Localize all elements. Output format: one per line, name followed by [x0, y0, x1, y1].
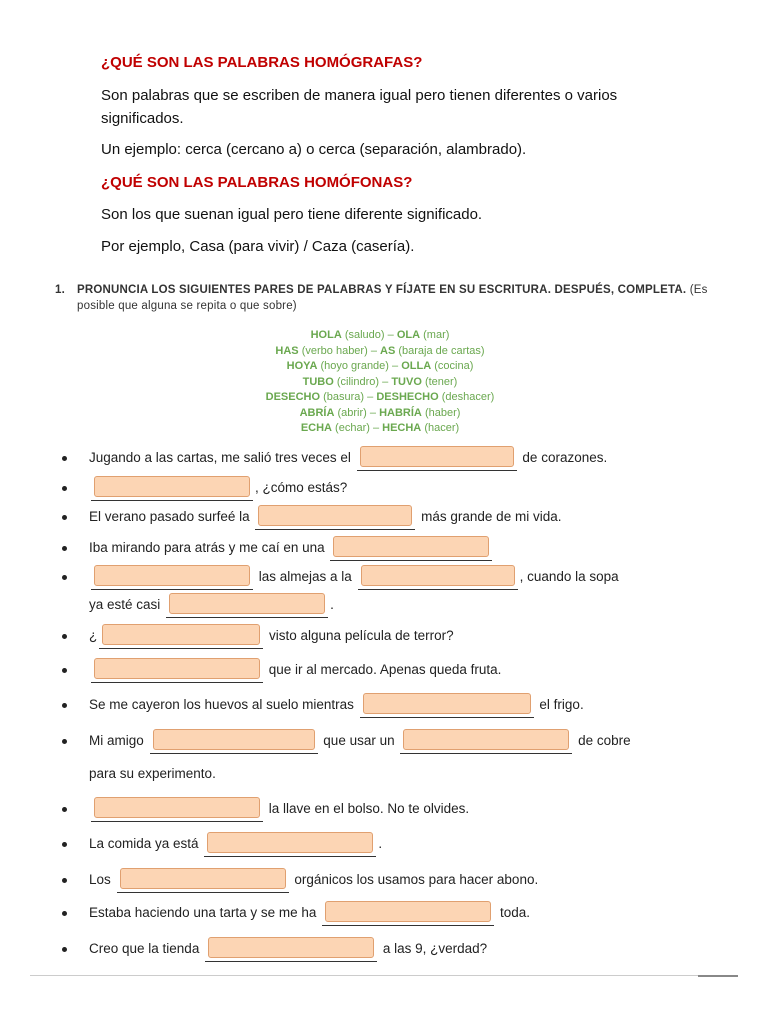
- bullet: [62, 515, 67, 520]
- meaning: (haber): [424, 406, 461, 419]
- word-pair: [180, 421, 580, 437]
- bullet: [62, 486, 67, 491]
- sentence-text: para su experimento.: [89, 766, 216, 781]
- answer-blank[interactable]: [255, 505, 415, 530]
- word-pair: [180, 375, 580, 391]
- answer-field[interactable]: [361, 565, 515, 586]
- sentence-9-cont: [62, 762, 722, 786]
- answer-blank[interactable]: [400, 729, 572, 754]
- dash: –: [369, 406, 377, 419]
- dash: –: [392, 360, 399, 372]
- answer-field[interactable]: [333, 536, 489, 557]
- definition-homofonas: Son los que suenan igual pero tiene diferente significado.: [101, 206, 483, 223]
- bullet: [62, 807, 67, 812]
- word: HECHA: [382, 422, 422, 434]
- sentence-4: [62, 536, 722, 560]
- dash: –: [372, 422, 380, 434]
- exercise-instructions: [55, 282, 725, 314]
- sentence-text: que ir al mercado. Apenas queda fruta.: [268, 662, 502, 678]
- bullet: [62, 878, 67, 883]
- bullet: [62, 947, 67, 952]
- sentence-text: a las 9, ¿verdad?: [382, 941, 488, 957]
- answer-blank[interactable]: [91, 797, 263, 822]
- answer-blank[interactable]: [150, 729, 318, 754]
- bullet: [62, 703, 67, 708]
- sentence-text: la llave en el bolso. No te olvides.: [268, 801, 470, 817]
- sentence-text: orgánicos los usamos para hacer abono.: [294, 872, 539, 888]
- meaning: (mar): [423, 329, 450, 341]
- bullet: [62, 456, 67, 461]
- answer-blank[interactable]: [330, 536, 492, 561]
- sentence-text: Creo que la tienda: [89, 941, 200, 957]
- answer-blank[interactable]: [358, 565, 518, 590]
- sentence-text: que usar un: [323, 733, 395, 749]
- word: OLA: [396, 329, 421, 341]
- answer-blank[interactable]: [117, 868, 289, 893]
- dash: –: [382, 375, 389, 388]
- word: TUBO: [302, 375, 334, 388]
- meaning: (cilindro): [336, 375, 380, 388]
- answer-blank[interactable]: [91, 565, 253, 590]
- answer-field[interactable]: [153, 729, 315, 750]
- meaning: (abrir): [337, 406, 367, 419]
- answer-field[interactable]: [94, 658, 260, 679]
- sentence-text: el frigo.: [539, 697, 584, 713]
- word: HOYA: [286, 360, 318, 372]
- answer-blank[interactable]: [91, 658, 263, 683]
- sentence-text: , cuando la sopa: [519, 569, 619, 585]
- sentence-text: de corazones.: [522, 450, 608, 466]
- answer-blank[interactable]: [91, 476, 253, 501]
- meaning: (hacer): [424, 422, 460, 434]
- meaning: (verbo haber): [301, 344, 368, 357]
- bullet: [62, 911, 67, 916]
- page-edge-mark: [698, 975, 738, 977]
- word: TUVO: [391, 375, 422, 388]
- exercise-title: PRONUNCIA LOS SIGUIENTES PARES DE PALABRAS Y FÍJATE EN SU ESCRITURA. DESPUÉS, COMPLETA.: [77, 284, 687, 296]
- sentence-text: La comida ya está: [89, 836, 199, 852]
- exercise-number: 1.: [55, 284, 65, 296]
- word-pairs-list: [180, 328, 580, 437]
- sentence-text: ya esté casi: [89, 597, 161, 613]
- sentence-3: [62, 505, 722, 529]
- sentence-text: Estaba haciendo una tarta y se me ha: [89, 905, 317, 921]
- sentence-text: de cobre: [578, 733, 631, 749]
- word: OLLA: [401, 360, 432, 372]
- sentence-text: ¿: [89, 628, 98, 644]
- answer-blank[interactable]: [360, 693, 534, 718]
- word: DESHECHO: [376, 391, 439, 403]
- sentence-7: [62, 658, 722, 682]
- example-homografas: Un ejemplo: cerca (cercano a) o cerca (separación, alambrado).: [101, 141, 527, 158]
- sentence-13: [62, 901, 722, 925]
- answer-field[interactable]: [403, 729, 569, 750]
- sentence-text: Jugando a las cartas, me salió tres veces el: [89, 450, 351, 466]
- sentence-text: visto alguna película de terror?: [269, 628, 454, 644]
- word: DESECHO: [265, 391, 321, 403]
- word: ECHA: [300, 422, 332, 434]
- answer-blank[interactable]: [204, 832, 376, 857]
- word-pair: [180, 344, 580, 360]
- answer-field[interactable]: [94, 565, 250, 586]
- example-homofonas: Por ejemplo, Casa (para vivir) / Caza (casería).: [101, 238, 415, 255]
- sentence-5-cont: [62, 593, 722, 617]
- sentence-text: , ¿cómo estás?: [255, 480, 348, 496]
- sentence-1: [62, 446, 722, 470]
- answer-field[interactable]: [207, 832, 373, 853]
- answer-blank[interactable]: [357, 446, 517, 471]
- bullet: [62, 668, 67, 673]
- heading-homofonas: ¿QUÉ SON LAS PALABRAS HOMÓFONAS?: [101, 174, 413, 191]
- answer-blank[interactable]: [205, 937, 377, 962]
- meaning: (echar): [335, 422, 370, 434]
- dash: –: [367, 391, 374, 403]
- sentence-5: [62, 565, 722, 589]
- sentence-text: Iba mirando para atrás y me caí en una: [89, 540, 325, 556]
- sentence-9: [62, 729, 722, 753]
- sentence-10: [62, 797, 722, 821]
- sentence-text: .: [330, 597, 334, 613]
- meaning: (saludo): [344, 329, 385, 341]
- bullet: [62, 546, 67, 551]
- page-divider: [30, 975, 738, 976]
- sentence-11: [62, 832, 722, 856]
- heading-homografas: ¿QUÉ SON LAS PALABRAS HOMÓGRAFAS?: [101, 54, 423, 71]
- answer-field[interactable]: [360, 446, 514, 467]
- answer-field[interactable]: [94, 797, 260, 818]
- sentence-2: [62, 476, 722, 500]
- meaning: (basura): [323, 391, 365, 403]
- word-pair: [180, 328, 580, 344]
- answer-field[interactable]: [169, 593, 325, 614]
- meaning: (baraja de cartas): [398, 344, 485, 357]
- answer-field[interactable]: [94, 476, 250, 497]
- answer-field[interactable]: [325, 901, 491, 922]
- sentence-text: Los: [89, 872, 111, 888]
- bullet: [62, 842, 67, 847]
- sentence-14: [62, 937, 722, 961]
- sentence-8: [62, 693, 722, 717]
- definition-homografas: Son palabras que se escriben de manera igual pero tienen diferentes o varios significados.: [101, 87, 618, 127]
- bullet: [62, 739, 67, 744]
- sentence-text: Mi amigo: [89, 733, 144, 749]
- word: ABRÍA: [299, 406, 335, 419]
- sentence-text: más grande de mi vida.: [421, 509, 562, 525]
- meaning: (deshacer): [441, 391, 495, 403]
- word: HOLA: [310, 329, 342, 341]
- answer-field[interactable]: [208, 937, 374, 958]
- sentence-text: El verano pasado surfeé la: [89, 509, 250, 525]
- bullet: [62, 634, 67, 639]
- word-pair: [180, 390, 580, 406]
- word: HABRÍA: [379, 406, 422, 419]
- exercise-note: (Es posible que alguna se repita o que sobre): [77, 284, 708, 312]
- answer-blank[interactable]: [322, 901, 494, 926]
- sentence-text: las almejas a la: [258, 569, 352, 585]
- meaning: (tener): [424, 375, 458, 388]
- answer-blank[interactable]: [99, 624, 263, 649]
- word-pair: [180, 359, 580, 375]
- dash: –: [387, 329, 394, 341]
- answer-field[interactable]: [363, 693, 531, 714]
- word: AS: [380, 344, 396, 357]
- answer-field[interactable]: [120, 868, 286, 889]
- meaning: (cocina): [434, 360, 474, 372]
- exercise-title-wrap: [77, 282, 725, 314]
- sentence-6: [62, 624, 722, 648]
- answer-field[interactable]: [258, 505, 412, 526]
- meaning: (hoyo grande): [320, 360, 389, 372]
- answer-blank[interactable]: [166, 593, 328, 618]
- word: HAS: [275, 344, 299, 357]
- dash: –: [370, 344, 377, 357]
- sentence-text: toda.: [499, 905, 530, 921]
- bullet: [62, 575, 67, 580]
- word-pair: [180, 406, 580, 422]
- sentence-text: .: [378, 836, 383, 852]
- sentence-12: [62, 868, 722, 892]
- sentence-text: Se me cayeron los huevos al suelo mientras: [89, 697, 354, 713]
- answer-field[interactable]: [102, 624, 260, 645]
